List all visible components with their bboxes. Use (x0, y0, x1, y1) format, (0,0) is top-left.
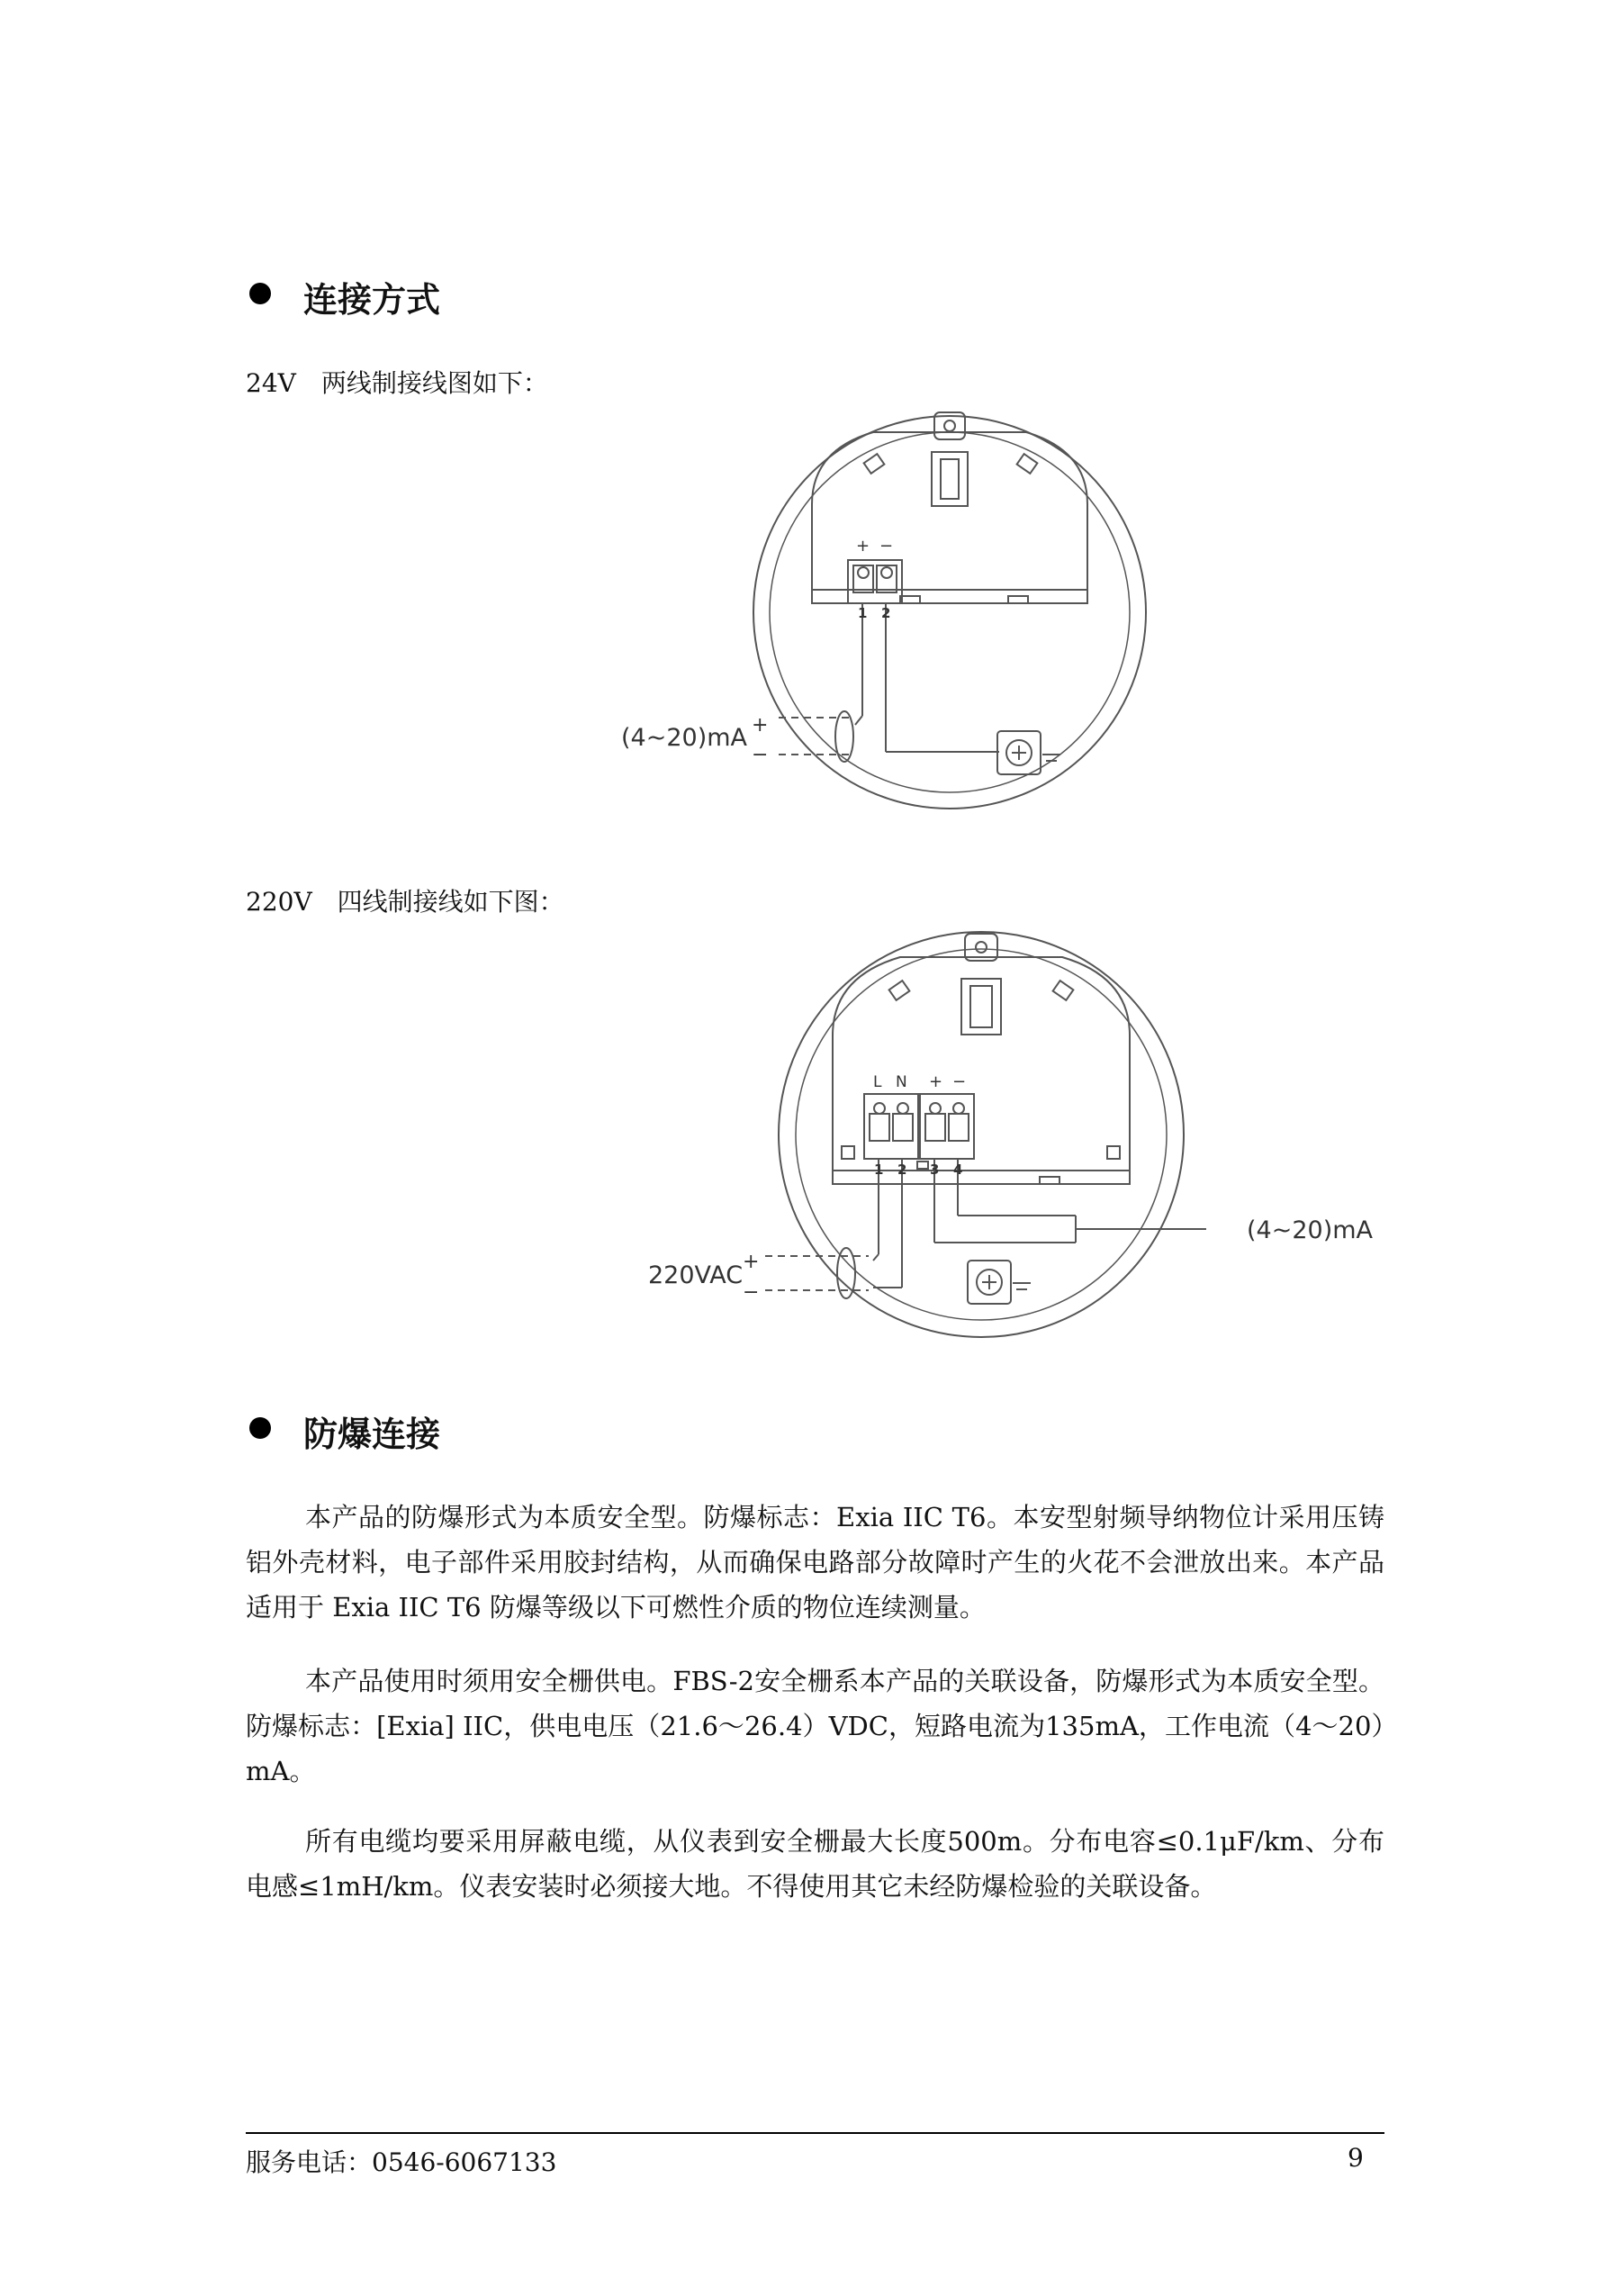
d2-L-label: L (873, 1073, 882, 1091)
paragraph-3: 所有电缆均要采用屏蔽电缆，从仪表到安全栅最大长度500m。分布电容≤0.1μF/km、分布电感≤1mH/km。仪表安装时必须接大地。不得使用其它未经防爆检验的关联设备。 (246, 1826, 1384, 1902)
footer-service-phone: 服务电话：0546-6067133 (246, 2147, 557, 2177)
d1-signal-label: (4~20)mA (621, 724, 747, 752)
d2-N-label: N (896, 1073, 907, 1091)
diagram2-caption: 220V 四线制接线如下图： (246, 887, 564, 917)
d1-line-plus: + (752, 714, 769, 737)
four-wire-wiring-diagram (576, 914, 1386, 1346)
paragraph-1: 本产品的防爆形式为本质安全型。防爆标志：Exia IIC T6。本安型射频导纳物位计采用压铸铝外壳材料，电子部件采用胶封结构，从而确保电路部分故障时产生的火花不会泄放出来。本产品适用于 Exia IIC T6 防爆等级以下可燃性介质的物位连续测量。 (246, 1502, 1384, 1623)
footer-divider (246, 2132, 1384, 2134)
d2-minus-label: − (952, 1072, 967, 1091)
d2-signal-label: (4~20)mA (1247, 1216, 1373, 1244)
d2-power-label: 220VAC (648, 1261, 744, 1289)
d1-minus-label: − (879, 537, 894, 556)
d2-terminal-3: 3 (930, 1162, 940, 1178)
d2-line-minus: − (743, 1281, 760, 1304)
d2-terminal-1: 1 (874, 1162, 884, 1178)
d1-terminal-2: 2 (881, 605, 891, 621)
bullet-icon (249, 283, 271, 304)
page-number: 9 (1348, 2143, 1364, 2173)
section-title-explosion: 防爆连接 (303, 1415, 441, 1454)
two-wire-wiring-diagram (576, 396, 1206, 810)
d1-terminal-1: 1 (858, 605, 868, 621)
d2-terminal-4: 4 (953, 1162, 963, 1178)
section-title-connection: 连接方式 (303, 280, 441, 320)
diagram1-caption: 24V 两线制接线图如下： (246, 368, 548, 398)
d1-plus-label: + (856, 537, 870, 556)
paragraph-2: 本产品使用时须用安全栅供电。FBS-2安全栅系本产品的关联设备，防爆形式为本质安全型。防爆标志：[Exia] IIC，供电电压（21.6～26.4）VDC，短路电流为135mA，工作电流（4～20）mA。 (246, 1666, 1384, 1786)
bullet-icon (249, 1417, 271, 1439)
d1-line-minus: − (752, 744, 769, 766)
d2-plus-label: + (929, 1072, 943, 1091)
d2-line-plus: + (743, 1251, 760, 1273)
d2-terminal-2: 2 (897, 1162, 907, 1178)
